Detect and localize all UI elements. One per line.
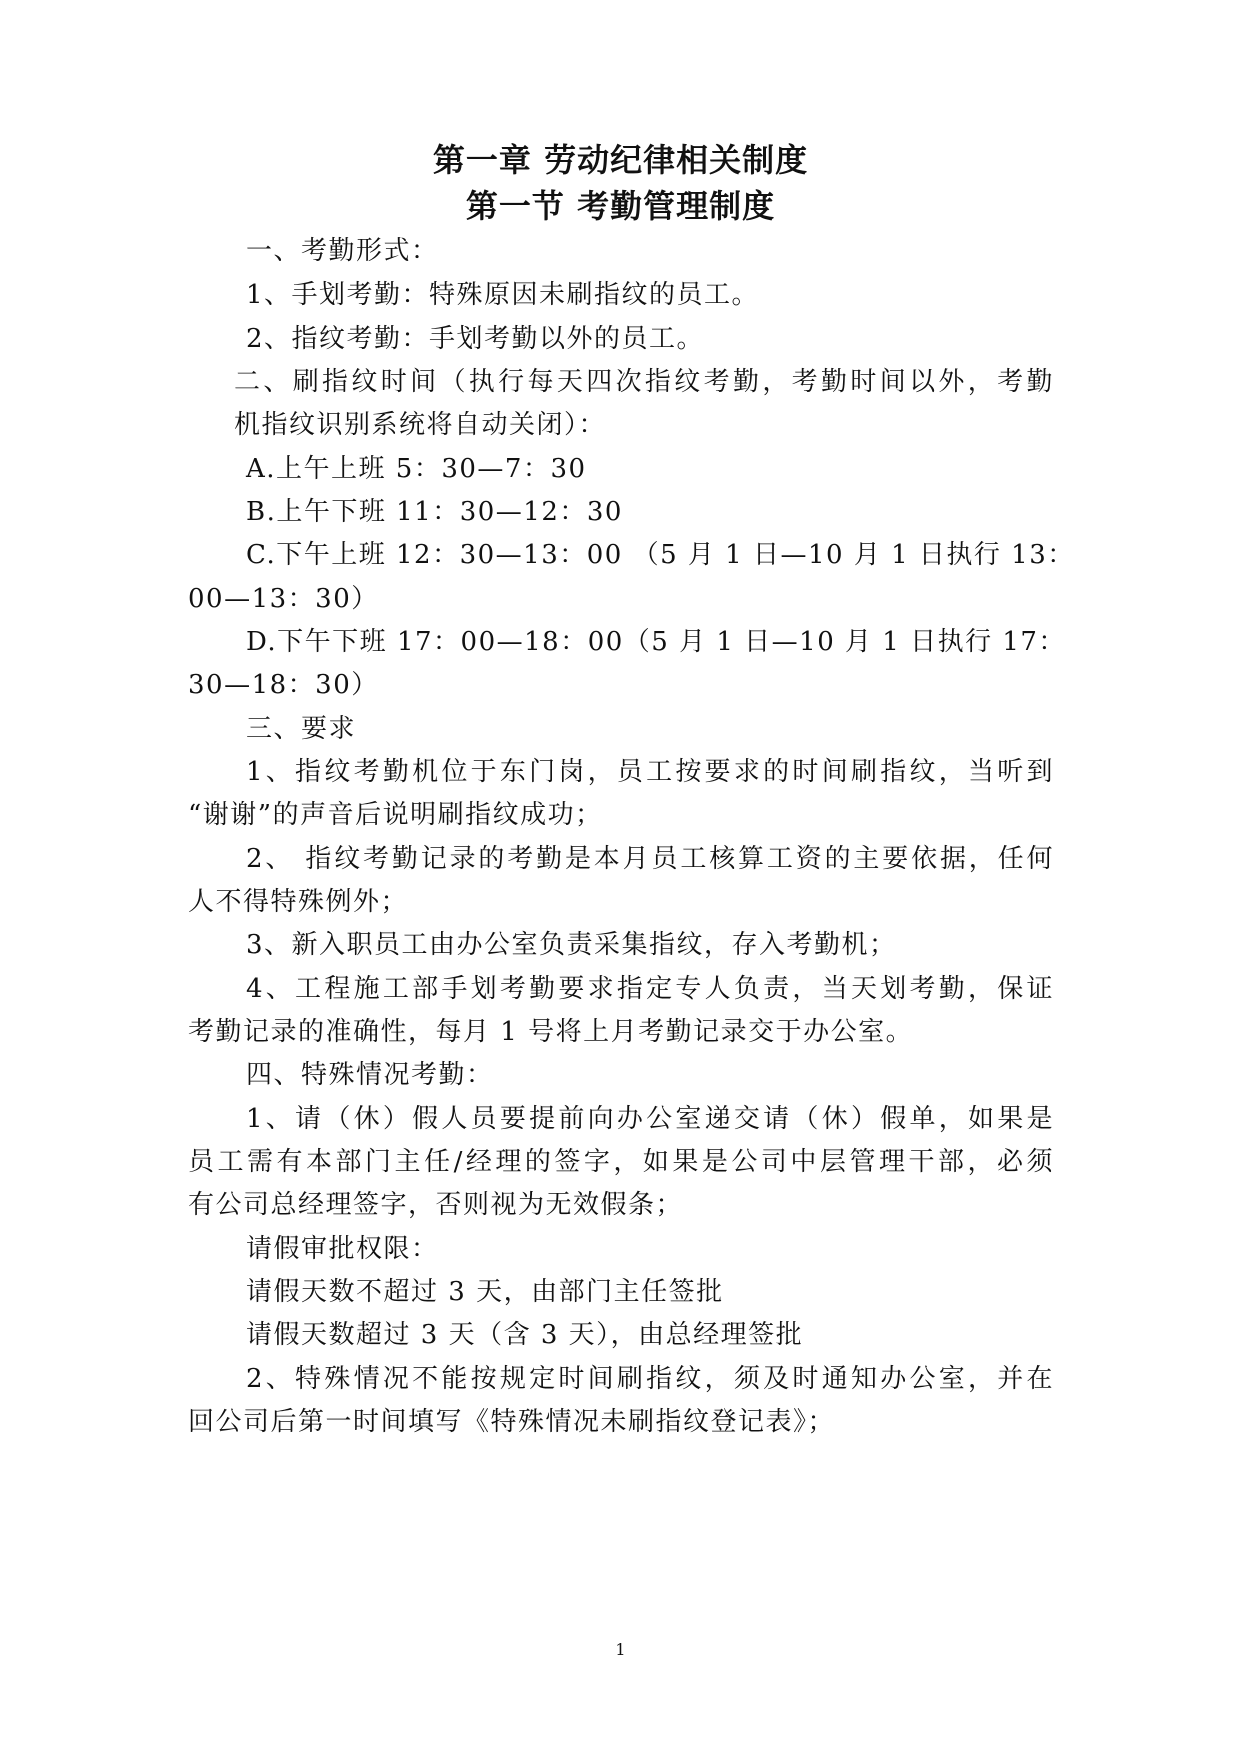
time-item-a: A.上午上班 5：30—7：30 <box>246 454 587 484</box>
item-manual-attendance: 1、手划考勤：特殊原因未刷指纹的员工。 <box>246 280 760 310</box>
paragraph-continuation: 人不得特殊例外； <box>188 887 409 917</box>
leave-approval-heading: 请假审批权限： <box>246 1234 439 1264</box>
time-item-d: D.下午下班 17：00—18：00（5 月 1 日—10 月 1 日执行 17： <box>246 627 1066 657</box>
heading-requirements: 三、要求 <box>246 714 357 744</box>
paragraph-continuation: 回公司后第一时间填写《特殊情况未刷指纹登记表》； <box>188 1407 836 1437</box>
time-item-c: C.下午上班 12：30—13：00 （5 月 1 日—10 月 1 日执行 13： <box>246 540 1075 570</box>
requirement-1: 1、指纹考勤机位于东门岗，员工按要求的时间刷指纹，当听到 <box>246 757 1054 787</box>
heading-attendance-forms: 一、考勤形式： <box>246 236 439 266</box>
item-fingerprint-attendance: 2、指纹考勤：手划考勤以外的员工。 <box>246 324 705 354</box>
special-case-1: 1、请（休）假人员要提前向办公室递交请（休）假单，如果是 <box>246 1104 1054 1134</box>
paragraph-continuation: 机指纹识别系统将自动关闭）： <box>234 410 607 440</box>
paragraph-continuation: 00—13：30） <box>188 584 379 614</box>
chapter-title: 第一章 劳动纪律相关制度 <box>432 141 809 179</box>
leave-approval-rule-2: 请假天数超过 3 天（含 3 天），由总经理签批 <box>246 1320 804 1350</box>
special-case-2: 2、特殊情况不能按规定时间刷指纹，须及时通知办公室，并在 <box>246 1364 1054 1394</box>
section-title: 第一节 考勤管理制度 <box>465 187 776 225</box>
leave-approval-rule-1: 请假天数不超过 3 天，由部门主任签批 <box>246 1277 724 1307</box>
paragraph-continuation: 30—18：30） <box>188 670 379 700</box>
time-item-b: B.上午下班 11：30—12：30 <box>246 497 623 527</box>
heading-special-cases: 四、特殊情况考勤： <box>246 1060 494 1090</box>
requirement-2: 2、 指纹考勤记录的考勤是本月员工核算工资的主要依据，任何 <box>246 844 1054 874</box>
paragraph-continuation: 有公司总经理签字，否则视为无效假条； <box>188 1190 684 1220</box>
requirement-3: 3、新入职员工由办公室负责采集指纹，存入考勤机； <box>246 930 897 960</box>
paragraph-continuation: “谢谢”的声音后说明刷指纹成功； <box>188 800 603 830</box>
heading-punch-time: 二、刷指纹时间（执行每天四次指纹考勤，考勤时间以外，考勤 <box>234 367 1054 397</box>
requirement-4: 4、工程施工部手划考勤要求指定专人负责，当天划考勤，保证 <box>246 974 1054 1004</box>
paragraph-continuation: 考勤记录的准确性，每月 1 号将上月考勤记录交于办公室。 <box>188 1017 914 1047</box>
page-number: 1 <box>615 1640 626 1659</box>
paragraph-continuation: 员工需有本部门主任/经理的签字，如果是公司中层管理干部，必须 <box>188 1147 1054 1177</box>
